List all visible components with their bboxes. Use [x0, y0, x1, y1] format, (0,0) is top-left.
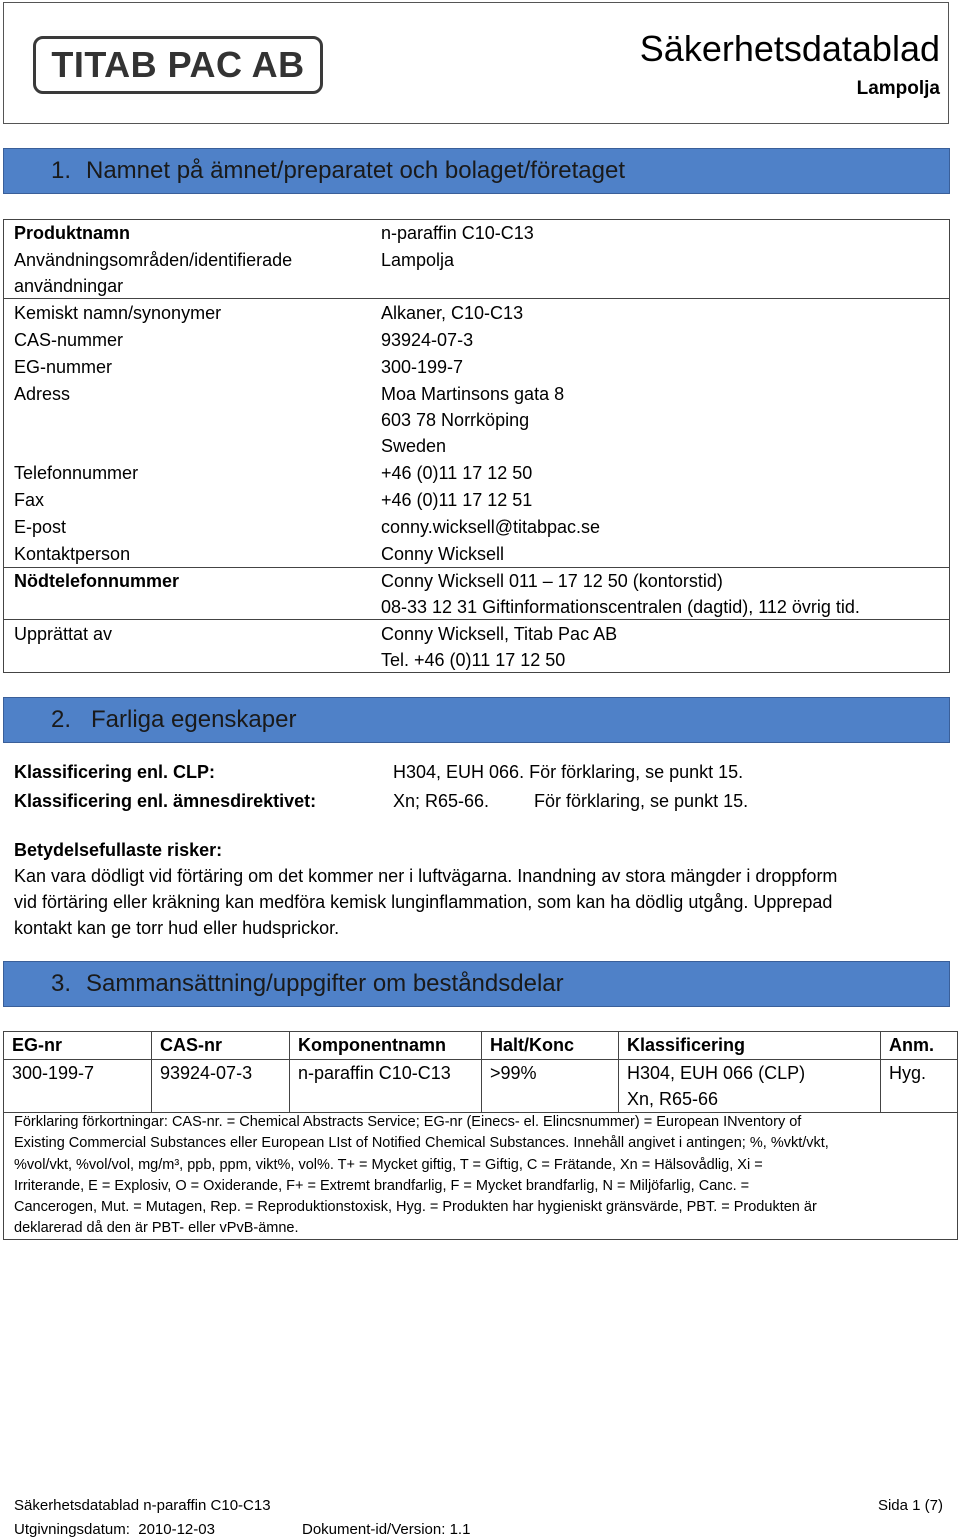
- label-telefonnummer: Telefonnummer: [14, 463, 139, 483]
- value-produktnamn: n-paraffin C10-C13: [381, 223, 534, 243]
- note-line: Cancerogen, Mut. = Mutagen, Rep. = Reproduktionstoxisk, Hyg. = Produkten har hygieniskt gränsvärde, PBT. = Produkten är: [14, 1199, 817, 1216]
- table-header-row: [4, 1032, 958, 1060]
- column-header: Komponentnamn: [290, 1032, 482, 1060]
- risks-text-line: Kan vara dödligt vid förtäring om det kommer ner i luftvägarna. Inandning av stora mängder i droppform: [14, 866, 838, 886]
- section-2-number: 2.: [51, 706, 72, 733]
- label-eg-nummer: EG-nummer: [14, 357, 113, 377]
- value-telefonnummer: +46 (0)11 17 12 50: [381, 463, 533, 483]
- footer-page-number: Sida 1 (7): [877, 1497, 943, 1514]
- value-fax: +46 (0)11 17 12 51: [381, 490, 533, 510]
- label-upprattat-av: Upprättat av: [14, 624, 113, 644]
- label-cas-nummer: CAS-nummer: [14, 330, 124, 350]
- label-anvandning: Användningsområden/identifierade: [14, 250, 293, 270]
- value-nodtelefon-1: Conny Wicksell 011 – 17 12 50 (kontorstid): [381, 571, 723, 591]
- label-kontaktperson: Kontaktperson: [14, 544, 131, 564]
- value-klassificering-amne-note: För förklaring, se punkt 15.: [534, 791, 749, 811]
- section-2-header: [3, 697, 950, 743]
- risks-heading: Betydelsefullaste risker:: [14, 840, 223, 860]
- value-upprattat-tel: Tel. +46 (0)11 17 12 50: [381, 650, 566, 670]
- risks-text-line: vid förtäring eller kräkning kan medföra kemisk lunginflammation, som kan ha dödlig utgång. Upprepad: [14, 892, 833, 912]
- company-logo: TITAB PAC AB: [33, 36, 323, 94]
- note-line: Irriterande, E = Explosiv, O = Oxiderande, F+ = Extremt brandfarlig, F = Mycket brandfarlig, N = Miljöfarlig, Canc. =: [14, 1177, 750, 1194]
- section-3-number: 3.: [51, 970, 72, 997]
- row-divider: [4, 298, 949, 299]
- note-line: Förklaring förkortningar: CAS-nr. = Chemical Abstracts Service; EG-nr (Einecs- el. Elincsnummer) = European INventory of: [14, 1114, 802, 1130]
- abbreviation-note: [14, 1112, 914, 1240]
- value-adress-street: Moa Martinsons gata 8: [381, 384, 565, 404]
- column-header: Klassificering: [619, 1032, 881, 1060]
- value-adress-city: 603 78 Norrköping: [381, 410, 530, 430]
- value-upprattat-av: Conny Wicksell, Titab Pac AB: [381, 624, 618, 644]
- footer-document-name: Säkerhetsdatablad n-paraffin C10-C13: [14, 1497, 271, 1514]
- label-klassificering-clp: Klassificering enl. CLP:: [14, 762, 216, 782]
- value-epost[interactable]: conny.wicksell@titabpac.se: [381, 517, 601, 537]
- value-klassificering-amne: Xn; R65-66.: [393, 791, 490, 811]
- label-produktnamn: Produktnamn: [14, 223, 131, 243]
- label-epost: E-post: [14, 517, 67, 537]
- value-eg-nummer: 300-199-7: [381, 357, 464, 377]
- cell-halt: >99%: [482, 1060, 619, 1113]
- footer-document-id: Dokument-id/Version: 1.1: [302, 1521, 471, 1538]
- klassificering-line: H304, EUH 066 (CLP): [627, 1063, 806, 1083]
- section-1-title: Namnet på ämnet/preparatet och bolaget/företaget: [86, 157, 626, 184]
- value-kontaktperson: Conny Wicksell: [381, 544, 505, 564]
- label-fax: Fax: [14, 490, 45, 510]
- note-line: deklarerad då den är PBT- eller vPvB-ämne.: [14, 1220, 299, 1237]
- note-line: Existing Commercial Substances eller European LIst of Notified Chemical Substances. Innehåll angivet i antingen; %, %vkt/vkt,: [14, 1135, 829, 1152]
- value-adress-country: Sweden: [381, 436, 447, 456]
- value-nodtelefon-2: 08-33 12 31 Giftinformationscentralen (dagtid), 112 övrig tid.: [381, 597, 860, 617]
- section-1-number: 1.: [51, 157, 72, 184]
- section-2-title: Farliga egenskaper: [91, 706, 297, 733]
- risks-text-line: kontakt kan ge torr hud eller hudsprickor.: [14, 918, 340, 938]
- note-line: %vol/vkt, %vol/vol, mg/m³, ppb, ppm, vikt%, vol%. T+ = Mycket giftig, T = Giftig, C = Frätande, Xn = Hälsovådlig, Xi =: [14, 1156, 763, 1173]
- cell-eg-nr: 300-199-7: [4, 1060, 152, 1113]
- value-cas-nummer: 93924-07-3: [381, 330, 474, 350]
- column-header: Anm.: [881, 1032, 958, 1060]
- section-3-title: Sammansättning/uppgifter om beståndsdelar: [86, 970, 564, 997]
- section-3-header: [3, 961, 950, 1007]
- klassificering-line: Xn, R65-66: [627, 1089, 719, 1109]
- label-nodtelefonnummer: Nödtelefonnummer: [14, 571, 180, 591]
- composition-table: [3, 1031, 958, 1113]
- cell-komponentnamn: n-paraffin C10-C13: [290, 1060, 482, 1113]
- cell-cas-nr: 93924-07-3: [152, 1060, 290, 1113]
- label-kemiskt-namn: Kemiskt namn/synonymer: [14, 303, 222, 323]
- column-header: CAS-nr: [152, 1032, 290, 1060]
- column-header: Halt/Konc: [482, 1032, 619, 1060]
- cell-klassificering: [619, 1060, 881, 1113]
- document-title: Säkerhetsdatablad: [639, 28, 940, 69]
- cell-anm: Hyg.: [881, 1060, 958, 1113]
- section-1-header: [3, 148, 950, 194]
- label-klassificering-amne: Klassificering enl. ämnesdirektivet:: [14, 791, 317, 811]
- column-header: EG-nr: [4, 1032, 152, 1060]
- document-subtitle: Lampolja: [856, 78, 940, 99]
- table-row: [4, 1060, 958, 1113]
- value-klassificering-clp: H304, EUH 066. För förklaring, se punkt 15.: [393, 762, 744, 782]
- value-kemiskt-namn: Alkaner, C10-C13: [381, 303, 524, 323]
- label-adress: Adress: [14, 384, 71, 404]
- value-anvandning: Lampolja: [381, 250, 455, 270]
- label-anvandning-cont: användningar: [14, 276, 124, 296]
- footer-date: Utgivningsdatum: 2010-12-03: [14, 1521, 215, 1538]
